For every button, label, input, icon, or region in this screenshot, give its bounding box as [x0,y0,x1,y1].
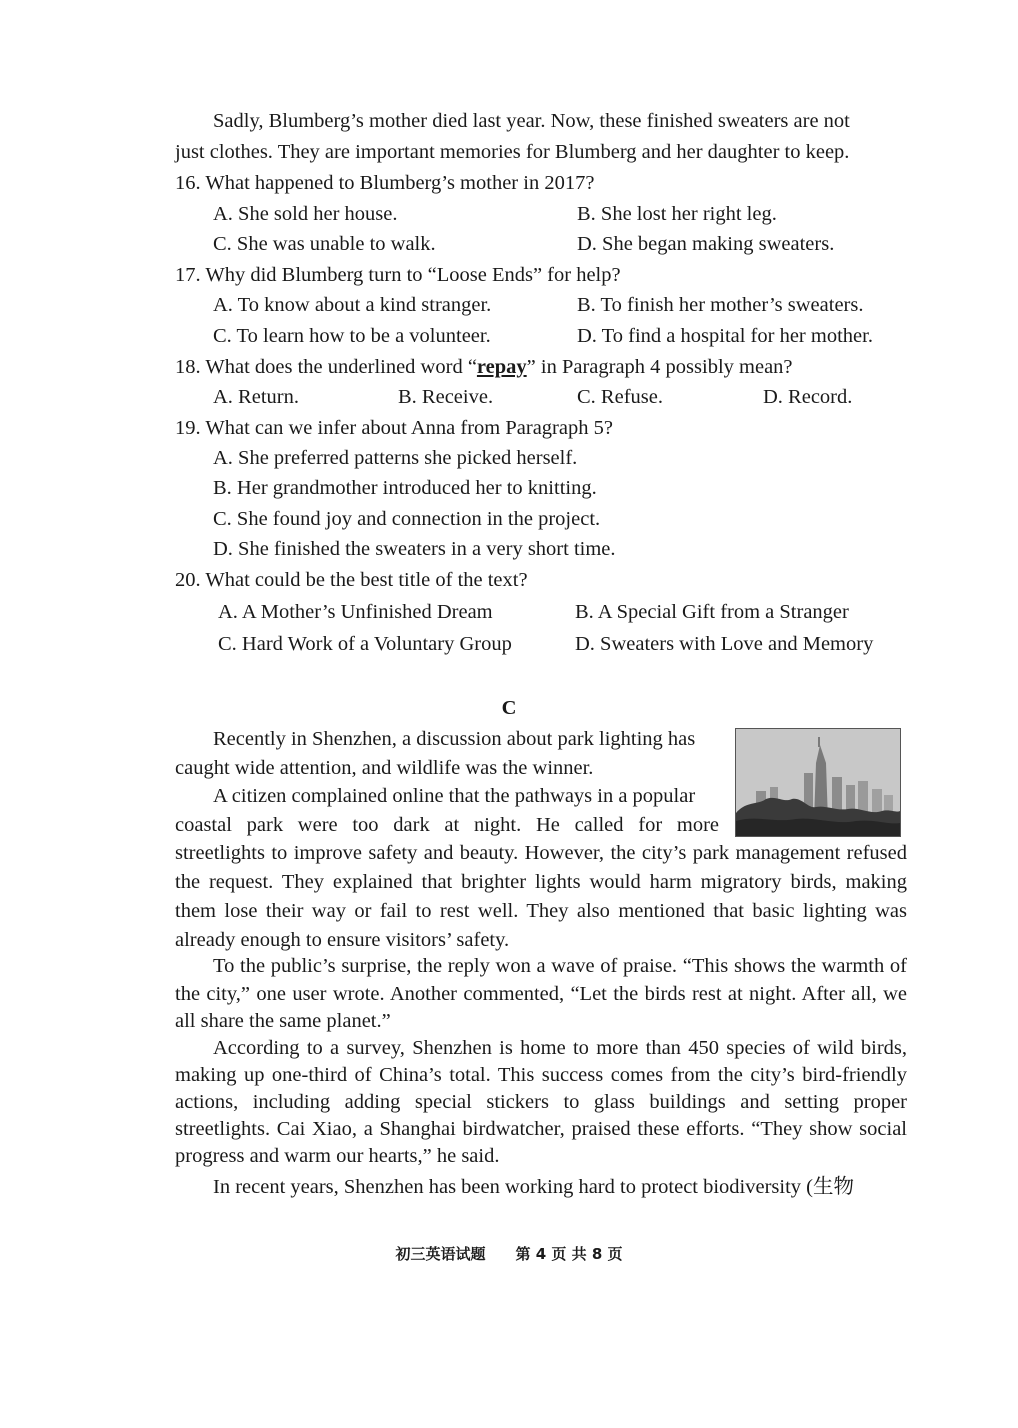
q16-option-b: B. She lost her right leg. [577,203,777,225]
q20-option-a: A. A Mother’s Unfinished Dream [218,601,493,623]
q19-option-d: D. She finished the sweaters in a very short time. [213,538,616,560]
q18-stem-post: ” in Paragraph 4 possibly mean? [526,356,793,378]
passage-p1-line-1: Recently in Shenzhen, a discussion about park lighting has [213,728,696,750]
passage-paragraph-4: According to a survey, Shenzhen is home to more than 450 species of wild birds, making up one-third of China’s total. This success comes from the city’s bird-friendly actions, including adding special stickers to glass buildings and setting proper streetlights. Cai Xiao, a Shanghai birdwatcher, praised these efforts. “They show social progress and warm our hearts,” he said. [175,1037,907,1167]
question-20-stem: 20. What could be the best title of the text? [175,569,528,591]
intro-line-1: Sadly, Blumberg’s mother died last year. Now, these finished sweaters are not [213,110,850,132]
q17-option-a: A. To know about a kind stranger. [213,294,492,316]
q18-stem-pre: 18. What does the underlined word “ [175,356,477,378]
passage-p1-line-2: caught wide attention, and wildlife was the winner. [175,757,594,779]
passage-p2-line-2: coastal park were too dark at night. He called for more [175,814,719,836]
intro-line-2: just clothes. They are important memories for Blumberg and her daughter to keep. [175,141,850,163]
q20-option-d: D. Sweaters with Love and Memory [575,633,874,655]
q20-option-c: C. Hard Work of a Voluntary Group [218,633,512,655]
q19-option-a: A. She preferred patterns she picked herself. [213,447,578,469]
q18-option-c: C. Refuse. [577,386,663,408]
question-18-stem [175,352,793,382]
q18-option-b: B. Receive. [398,386,494,408]
passage-p2-line-1: A citizen complained online that the pathways in a popular [213,785,696,807]
page-footer: 初三英语试题 第 4 页 共 8 页 [395,1245,623,1263]
passage-paragraph-3: To the public’s surprise, the reply won a wave of praise. “This shows the warmth of the city,” one user wrote. Another commented, “Let the birds rest at night. After all, we all share the same planet.” [175,955,907,1032]
shenzhen-skyline-photo [735,728,901,837]
passage-paragraph-2-rest: streetlights to improve safety and beauty. However, the city’s park management refused the request. They explained that brighter lights would harm migratory birds, making them lose their way or fail to rest well. They also mentioned that basic lighting was already enough to ensure visitors’ safety. [175,842,907,951]
question-17-stem: 17. Why did Blumberg turn to “Loose Ends” for help? [175,264,621,286]
question-16-stem: 16. What happened to Blumberg’s mother in 2017? [175,172,595,194]
q18-option-a: A. Return. [213,386,299,408]
q16-option-d: D. She began making sweaters. [577,233,835,255]
q17-option-c: C. To learn how to be a volunteer. [213,325,491,347]
q16-option-a: A. She sold her house. [213,203,398,225]
question-19-stem: 19. What can we infer about Anna from Paragraph 5? [175,417,613,439]
q17-option-d: D. To find a hospital for her mother. [577,325,873,347]
passage-paragraph-5: In recent years, Shenzhen has been working hard to protect biodiversity (生物 [213,1176,854,1198]
underlined-word: repay [476,356,527,378]
q16-option-c: C. She was unable to walk. [213,233,436,255]
section-heading: C [501,697,517,719]
q17-option-b: B. To finish her mother’s sweaters. [577,294,864,316]
q19-option-b: B. Her grandmother introduced her to knitting. [213,477,597,499]
q19-option-c: C. She found joy and connection in the project. [213,508,601,530]
q20-option-b: B. A Special Gift from a Stranger [575,601,849,623]
q18-option-d: D. Record. [763,386,853,408]
